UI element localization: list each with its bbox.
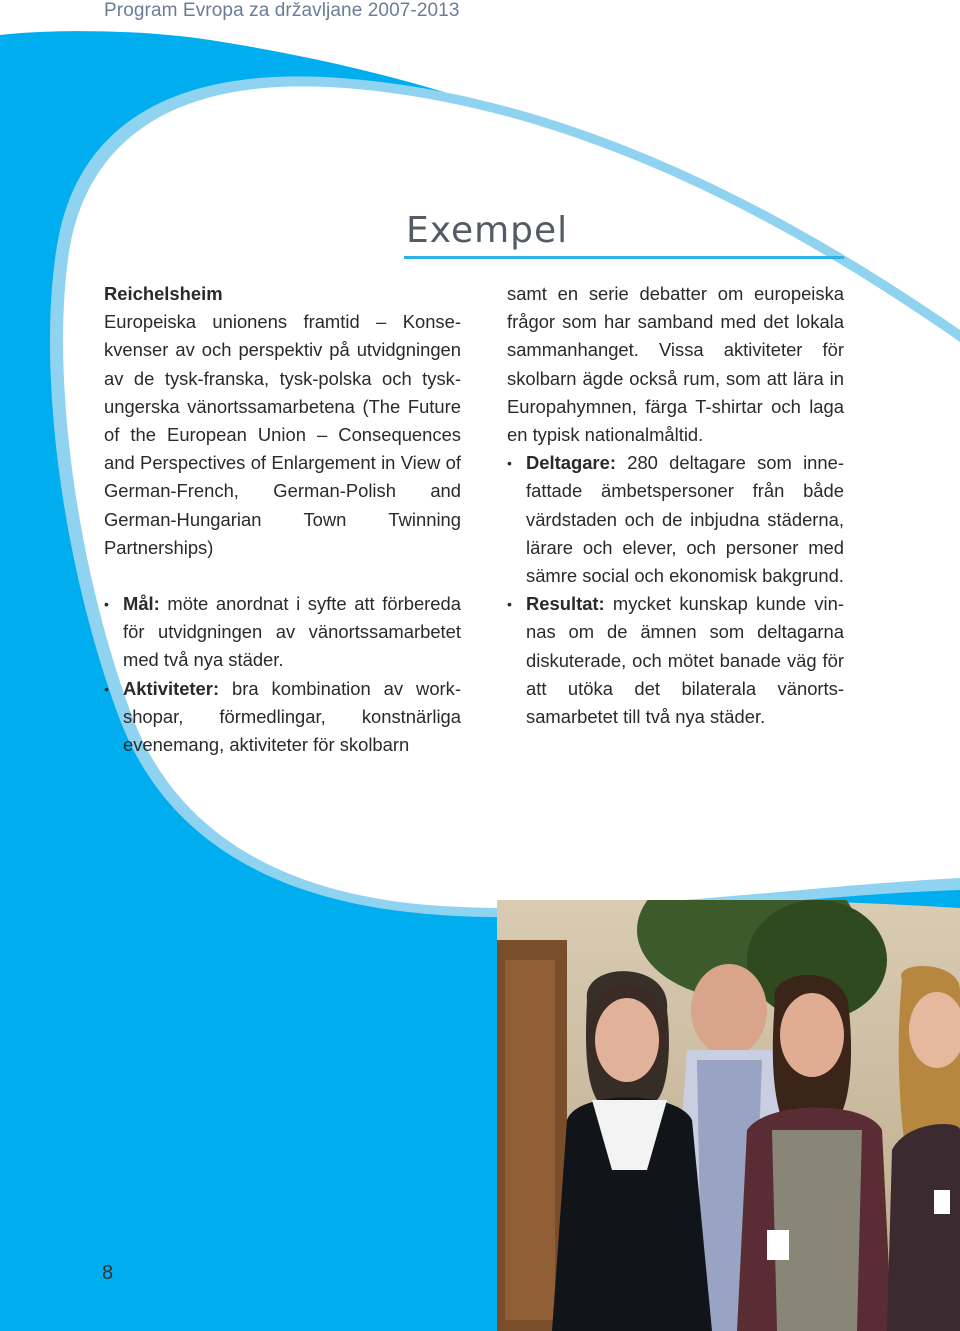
list-item (104, 590, 461, 675)
right-column (507, 280, 844, 731)
bullet-list-left (104, 590, 461, 759)
title-underline (404, 256, 844, 259)
article-continuation: samt en serie debatter om europeiska frågor som har samband med det lokala sammanhanget. Vissa aktiviteter för skolbarn ägde också rum, som att lära in Europahymnen, färga T-shirtar och laga en typisk nationalmåltid. (507, 283, 844, 446)
item-label: Aktiviteter: (123, 677, 220, 699)
item-text: möte anordnat i syfte att förbereda för utvidgningen av vänortssamarbetet med två nya städer. (123, 593, 461, 671)
item-label: Resultat: (526, 593, 605, 615)
list-item (507, 449, 844, 590)
item-text: mycket kunskap kunde vinnas om de ämnen som deltagarna diskuterade, och mötet banade väg för att utöka det bilaterala vänortssamarbetet till två nya städer. (526, 593, 844, 728)
left-column (104, 280, 461, 759)
article-intro: Europeiska unionens framtid – Konsekvenser av och perspektiv på utvidgningen av de tysk-franska, tysk-polska och tysk-ungerska vänortssamarbetena (The Future of the European Union – Consequences and Perspectives of Enlargement in View of German-French, German-Polish and German-Hungarian Town Twinning Partnerships) (104, 311, 461, 558)
page-number: 8 (102, 1262, 114, 1284)
running-header: Program Evropa za državljane 2007-2013 (104, 0, 460, 21)
list-item (104, 675, 461, 760)
bullet-list-right (507, 449, 844, 731)
group-photo (497, 900, 960, 1331)
article-heading: Reichelsheim (104, 283, 223, 304)
item-label: Mål: (123, 593, 160, 615)
section-title: Exempel (406, 210, 569, 251)
list-item (507, 590, 844, 731)
item-text: 280 deltagare som innefattade ämbetspersoner från både värdstaden och de inbjudna städerna, lärare och elever, och personer med sämre social och ekonomisk bakgrund. (526, 452, 844, 587)
item-text: bra kombination av workshopar, förmedlingar, konstnärliga evenemang, aktiviteter för skolbarn (123, 677, 461, 756)
item-label: Deltagare: (526, 452, 616, 474)
